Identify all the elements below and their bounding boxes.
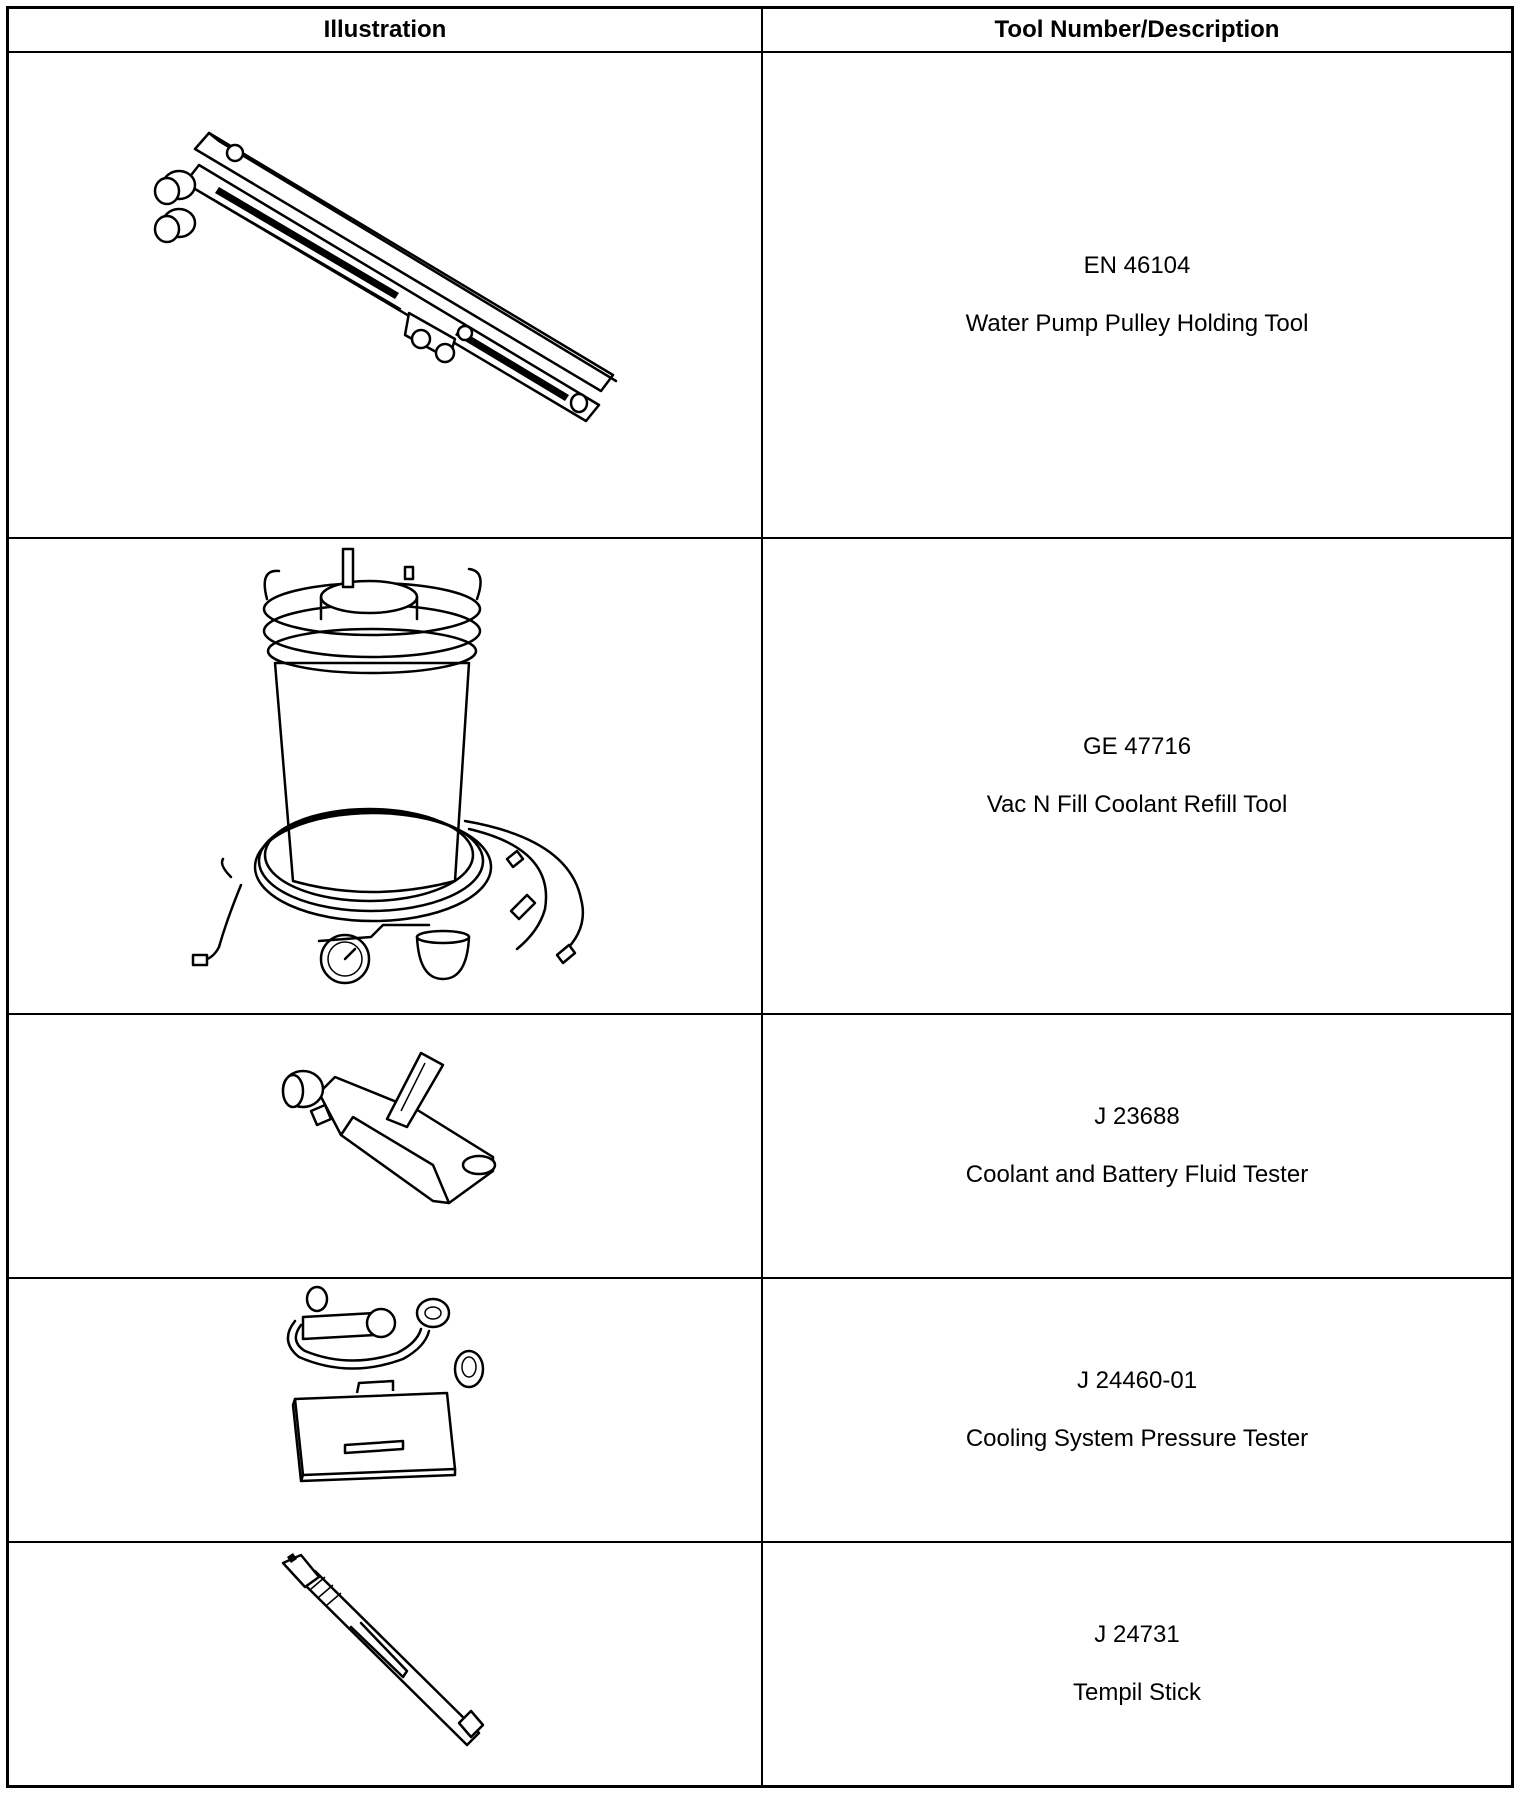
tool-number: GE 47716 <box>1082 733 1192 760</box>
table-row <box>9 1279 1511 1541</box>
tool-name: Vac N Fill Coolant Refill Tool <box>986 791 1288 818</box>
pulley-holding-tool-illustration <box>9 53 761 537</box>
tool-number: J 24731 <box>1094 1621 1180 1648</box>
tool-description-cell <box>763 539 1511 1013</box>
tool-name: Water Pump Pulley Holding Tool <box>965 310 1309 337</box>
tool-number: J 23688 <box>1094 1103 1180 1130</box>
table-row <box>9 1543 1511 1785</box>
tool-table <box>6 6 1514 1788</box>
tool-number: EN 46104 <box>1083 252 1191 279</box>
tool-name: Cooling System Pressure Tester <box>965 1425 1309 1452</box>
tempil-stick-illustration <box>9 1543 761 1785</box>
table-row <box>9 539 1511 1013</box>
table-row <box>9 53 1511 537</box>
header-illustration: Illustration <box>323 16 447 43</box>
fluid-tester-illustration <box>9 1015 761 1277</box>
tool-description-cell <box>763 1279 1511 1541</box>
tool-description-cell <box>763 1015 1511 1277</box>
tool-name: Coolant and Battery Fluid Tester <box>965 1161 1309 1188</box>
tool-number: J 24460-01 <box>1076 1367 1198 1394</box>
pressure-tester-illustration <box>9 1279 761 1541</box>
tool-description-cell <box>763 1543 1511 1785</box>
coolant-refill-tool-illustration <box>9 539 761 1013</box>
header-tool-description: Tool Number/Description <box>994 16 1280 43</box>
table-row <box>9 1015 1511 1277</box>
tool-description-cell <box>763 53 1511 537</box>
tool-name: Tempil Stick <box>1072 1679 1202 1706</box>
